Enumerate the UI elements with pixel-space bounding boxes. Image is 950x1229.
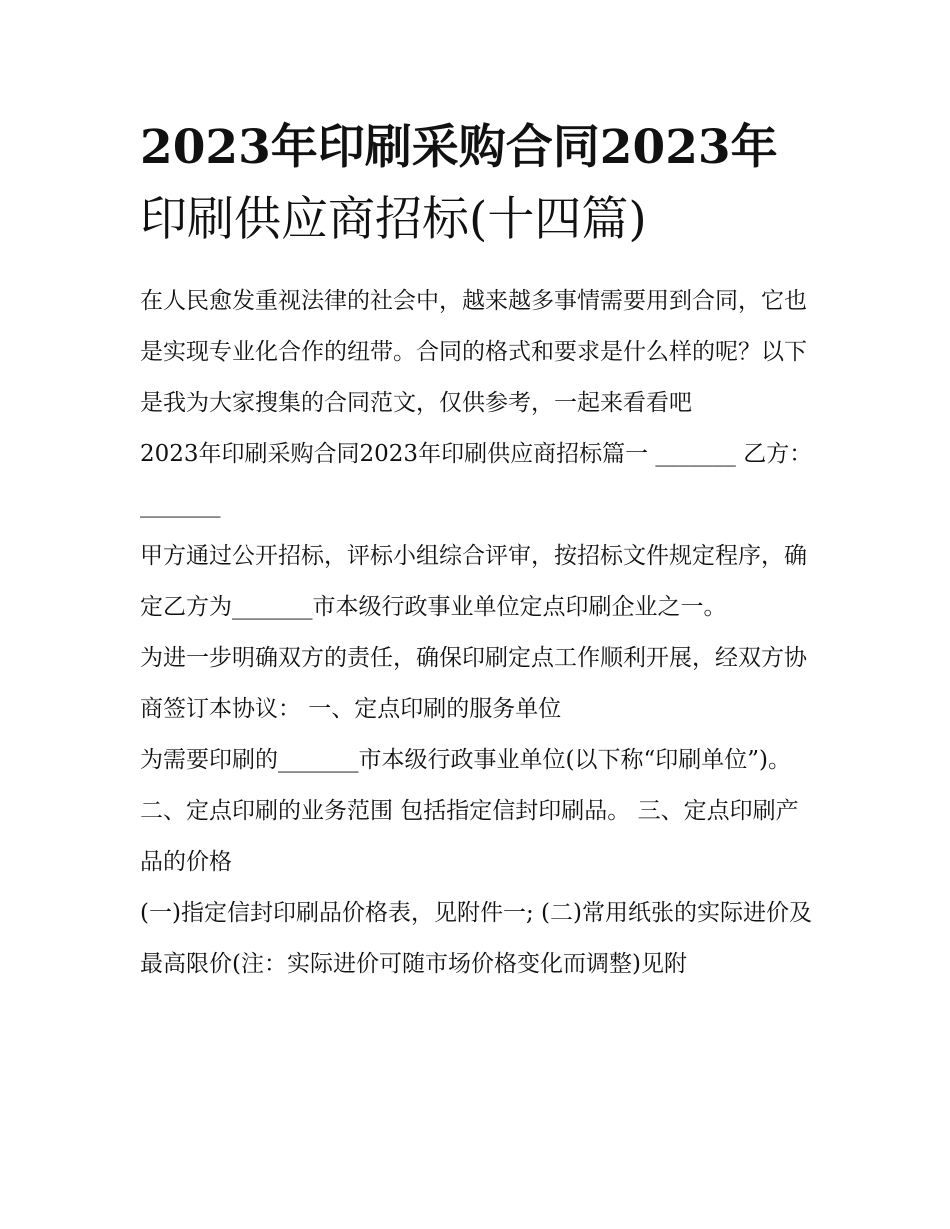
paragraph-bidding: 甲方通过公开招标，评标小组综合评审，按招标文件规定程序，确定乙方为_______市本级行政事业单位定点印刷企业之一。 — [140, 543, 807, 620]
paragraph-scope: 为需要印刷的_______市本级行政事业单位(以下称“印刷单位”)。 二、定点印刷的业务范围 包括指定信封印刷品。 三、定点印刷产品的价格 — [140, 747, 799, 875]
paragraph-price: (一)指定信封印刷品价格表，见附件一; (二)常用纸张的实际进价及最高限价(注：实际进价可随市场价格变化而调整)见附 — [140, 900, 812, 977]
document-page — [140, 112, 820, 990]
paragraph-intro: 在人民愈发重视法律的社会中，越来越多事情需要用到合同，它也是实现专业化合作的纽带。合同的格式和要求是什么样的呢？以下是我为大家搜集的合同范文，仅供参考，一起来看看吧 — [140, 288, 807, 416]
document-title — [140, 112, 820, 256]
paragraph-parties: 2023年印刷采购合同2023年印刷供应商招标篇一 _______ 乙方： _______ — [140, 441, 813, 518]
document-body — [140, 276, 820, 990]
document-title-line2: 印刷供应商招标(十四篇) — [140, 192, 647, 247]
paragraph-agreement: 为进一步明确双方的责任，确保印刷定点工作顺利开展，经双方协商签订本协议： 一、定点印刷的服务单位 — [140, 645, 807, 722]
document-title-line1: 2023年印刷采购合同2023年 — [140, 120, 778, 175]
